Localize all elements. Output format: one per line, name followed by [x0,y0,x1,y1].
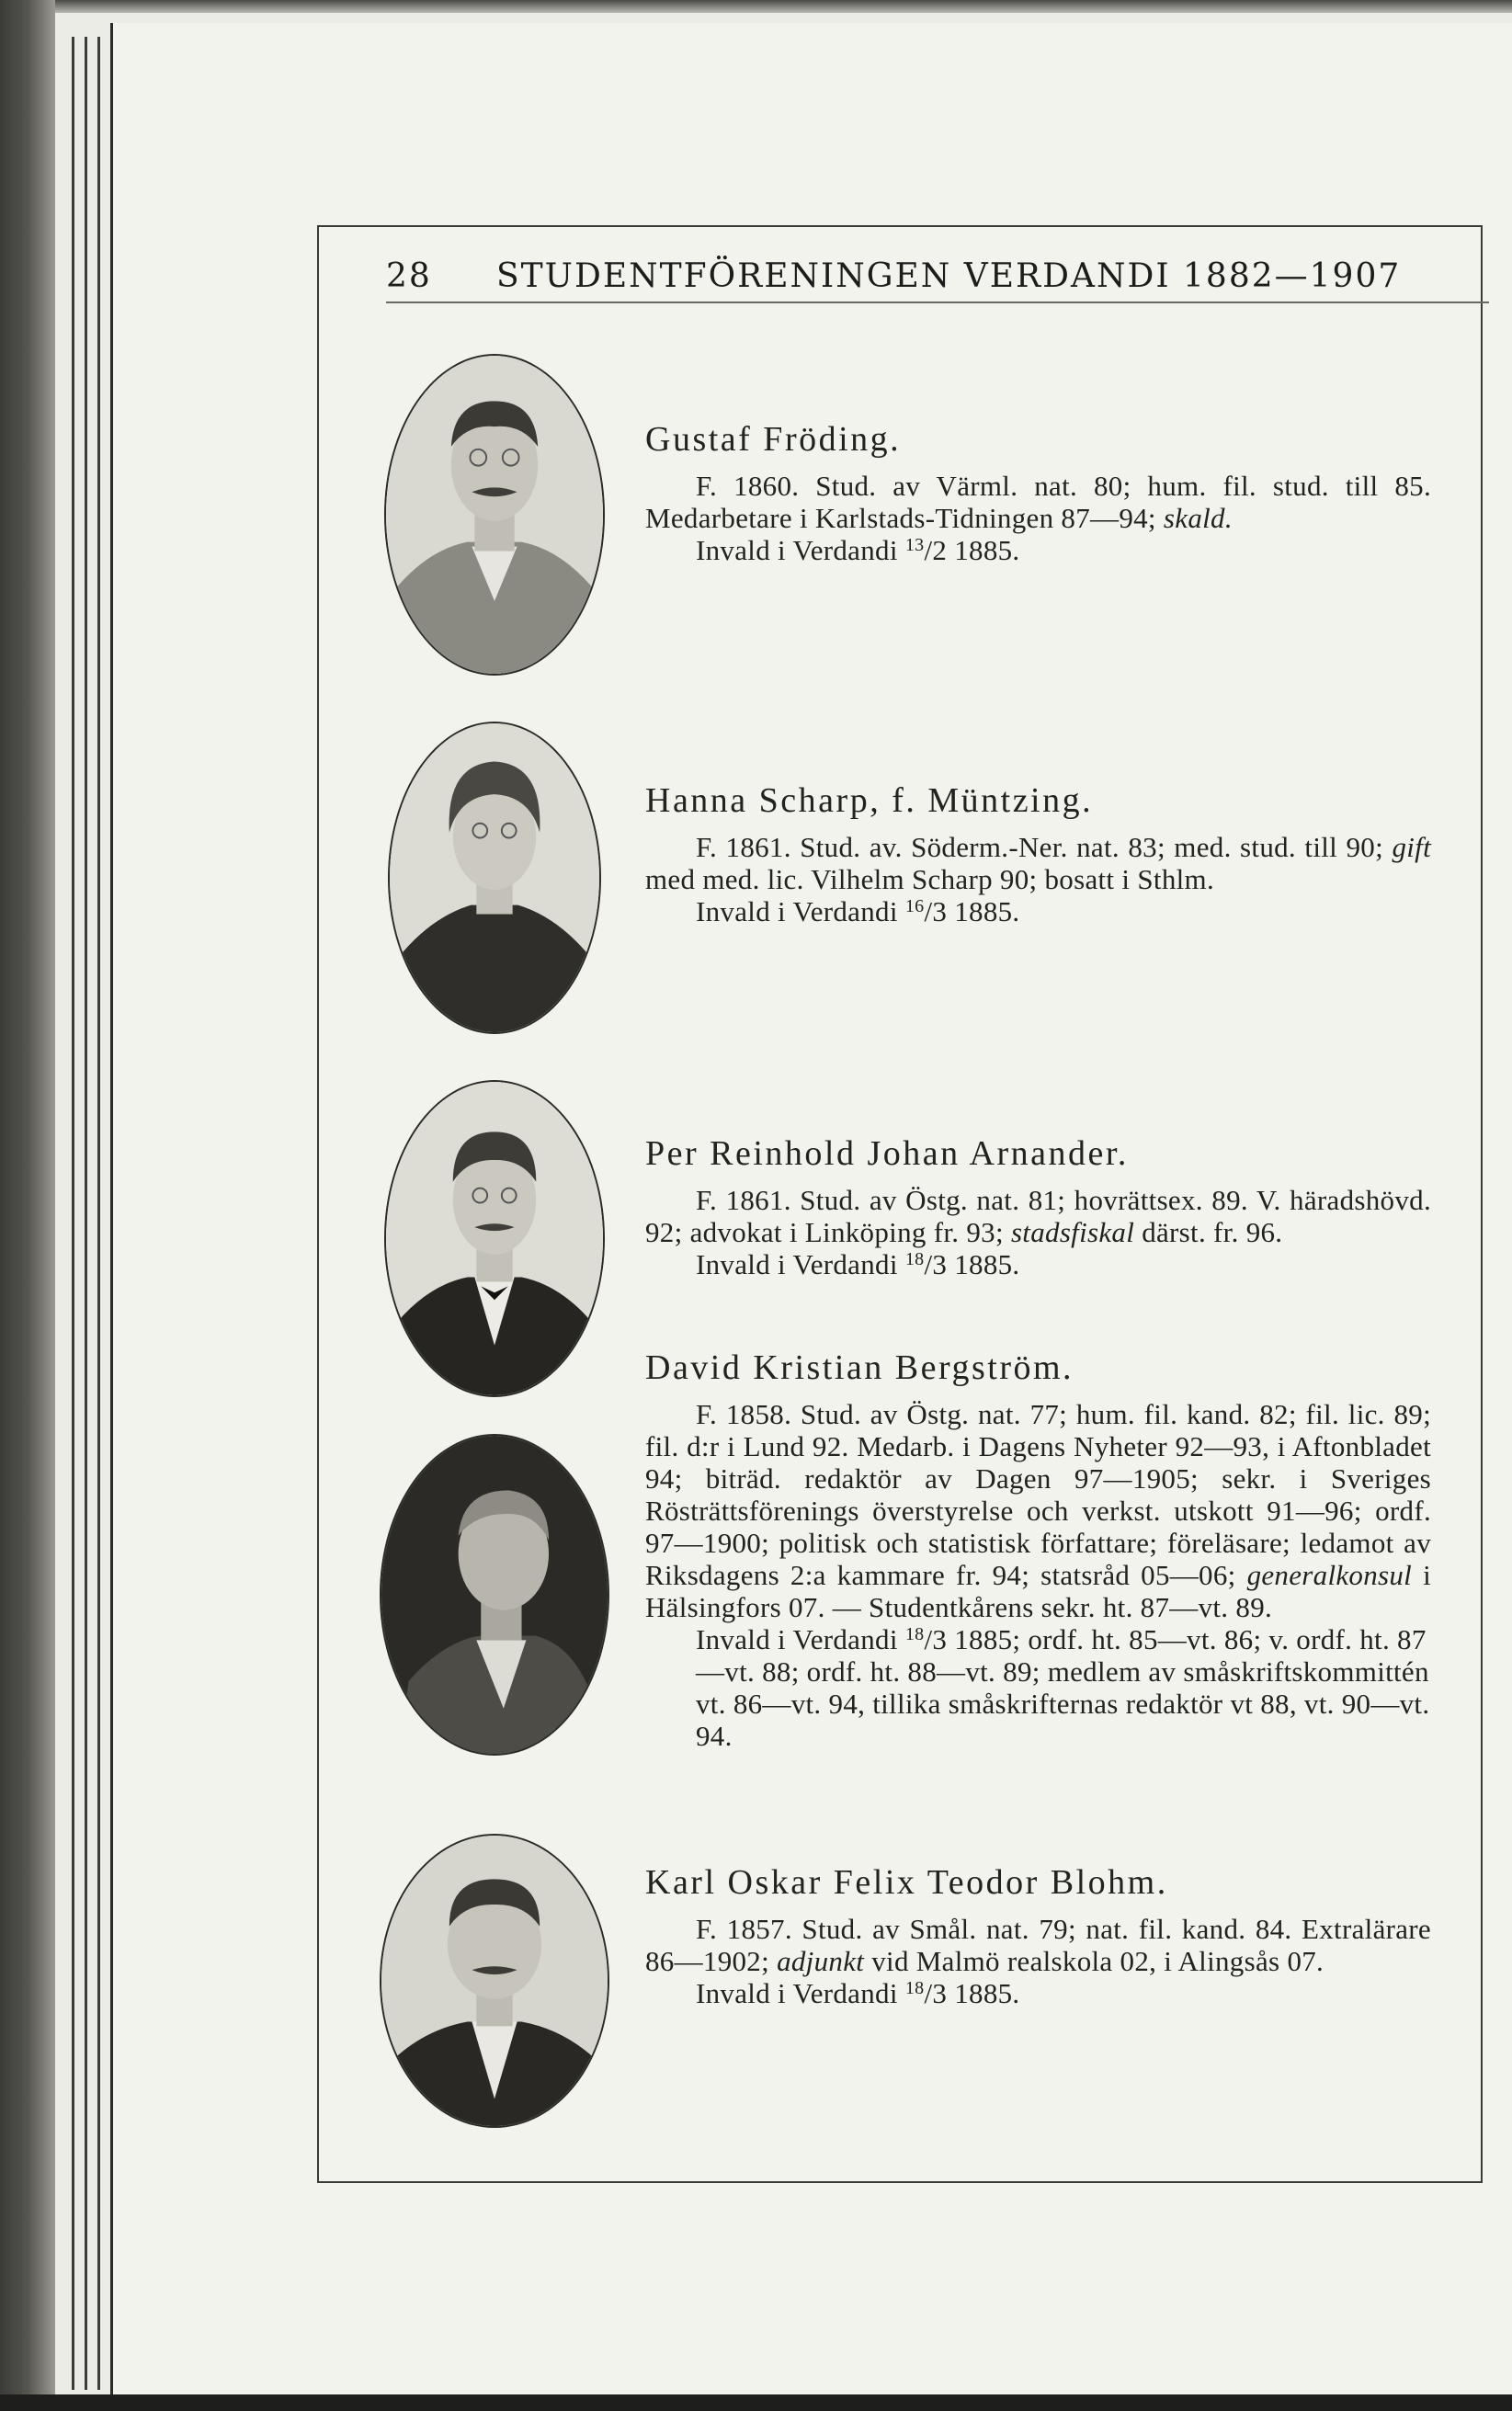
portrait-photo [384,354,605,676]
biography-entry [645,418,1431,566]
page-edge-line [72,37,74,2390]
entry-text: vid Malmö realskola 02, i Alingsås 07. [871,1945,1324,1977]
running-title: STUDENTFÖRENINGEN VERDANDI 1882—1907 [496,257,1402,295]
page-edge-line [97,37,100,2390]
entry-invald: Invald i Verdandi $^{13}$/2 1885. [696,534,1020,566]
portrait-photo [380,1834,609,2128]
page-edge-line [85,37,87,2390]
entry-text: F. 1858. Stud. av Östg. nat. 77; hum. fil. kand. 82; fil. lic. 89; fil. d:r i Lund 92. Medarb. i Dagens Nyheter 92—93, i Aftonbladet 94; biträd. redaktör av Dagen 97—1905; sekr. i Sveriges Rösträttsförenings överstyrelse och verkst. utskott 91—96; ordf. 97—1900; politisk och statistisk författare; föreläsare; ledamot av Riksdagens 2:a kammare fr. 94; statsråd 05—06; [645,1398,1431,1591]
portrait-photo [384,1080,605,1397]
entry-text: med med. lic. Vilhelm Scharp 90; bosatt i Sthlm. [645,863,1214,895]
entry-text: i Hälsingfors 07. — Studentkårens sekr. ht. 87—vt. 89. [645,1559,1431,1623]
bottom-edge [0,2394,1512,2411]
entry-invald: Invald i Verdandi $^{18}$/3 1885. [696,1248,1020,1280]
entry-body [645,1913,1431,2009]
biography-entry [645,1861,1431,2009]
entry-text: F. 1861. Stud. av Östg. nat. 81; hovrättsex. 89. V. häradshövd. 92; advokat i Linköping fr. 93; [645,1184,1431,1248]
entry-text: därst. fr. 96. [1142,1216,1283,1248]
biography-entry [645,1347,1431,1752]
portrait-photo [388,722,601,1034]
portrait-image [386,356,603,674]
entry-body [645,831,1431,927]
entry-body [645,1184,1431,1280]
page-number: 28 [386,257,432,295]
entry-body [645,1398,1431,1752]
entry-body [645,470,1431,566]
portrait-image [386,1082,603,1395]
portrait-image [381,1836,608,2126]
entry-text: F. 1861. Stud. av. Söderm.-Ner. nat. 83; med. stud. till 90; [696,831,1384,863]
entry-italic: gift [1392,831,1431,863]
header-rule [386,301,1489,303]
entry-invald: Invald i Verdandi $^{18}$/3 1885; ordf. ht. 85—vt. 86; v. ordf. ht. 87—vt. 88; ordf. ht. 88—vt. 89; medlem av småskriftskommittén vt. 86—vt. 94, tillika småskrifternas redaktör vt 88, vt. 90—vt. 94. [696,1623,1430,1752]
entry-italic: stadsfiskal [1010,1216,1135,1248]
entry-name: Karl Oskar Felix Teodor Blohm. [645,1863,1168,1902]
entry-name: Gustaf Fröding. [645,420,902,459]
running-head [386,257,1402,295]
entry-name: Hanna Scharp, f. Müntzing. [645,781,1094,820]
entry-text: F. 1857. Stud. av Smål. nat. 79; nat. fil. kand. 84. Extralärare 86—1902; [645,1913,1431,1977]
portrait-photo [380,1434,609,1756]
entry-italic: generalkonsul [1246,1559,1413,1591]
entry-italic: skald. [1163,502,1233,534]
top-edge [55,0,1512,13]
entry-italic: adjunkt [777,1945,865,1977]
entry-invald: Invald i Verdandi $^{16}$/3 1885. [696,895,1020,927]
portrait-image [381,1436,608,1754]
entry-invald: Invald i Verdandi $^{18}$/3 1885. [696,1977,1020,2009]
biography-entry [645,779,1431,927]
portrait-image [390,723,599,1032]
entry-name: David Kristian Bergström. [645,1348,1074,1387]
biography-entry [645,1132,1431,1280]
entry-text: F. 1860. Stud. av Värml. nat. 80; hum. fil. stud. till 85. Medarbetare i Karlstads-Tidningen 87—94; [645,470,1431,534]
entry-name: Per Reinhold Johan Arnander. [645,1134,1129,1173]
